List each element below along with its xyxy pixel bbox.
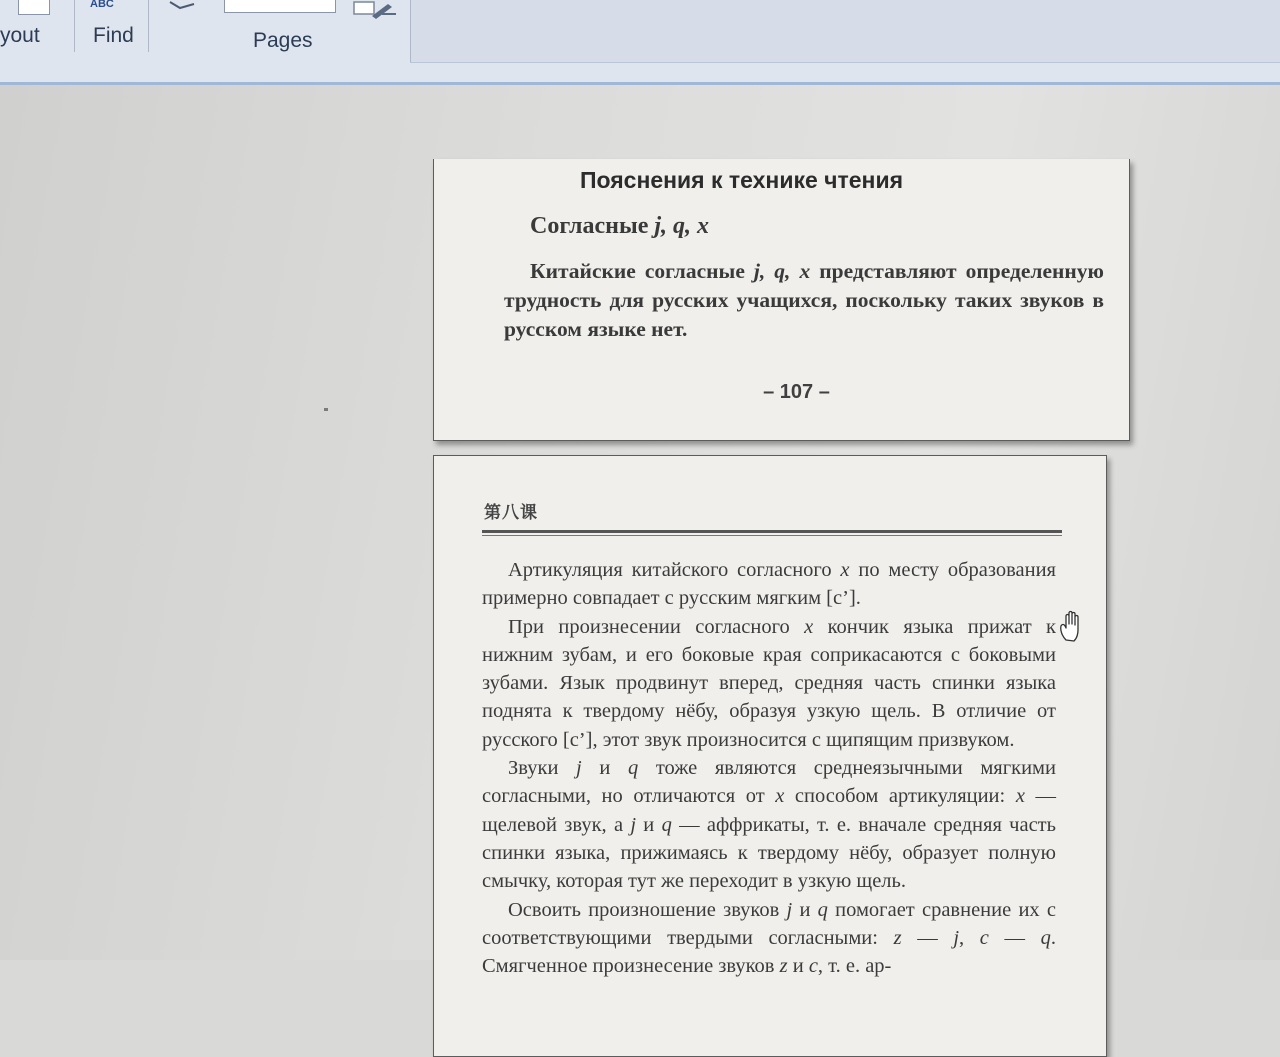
page-number: – 107 – xyxy=(763,381,830,403)
ribbon-divider xyxy=(410,0,411,62)
find-button[interactable]: Find xyxy=(93,24,134,47)
section-title: Пояснения к технике чтения xyxy=(579,167,904,193)
ribbon-divider xyxy=(148,0,149,52)
document-page-107 xyxy=(433,159,1130,441)
page2-body xyxy=(482,556,1056,980)
layout-button-label[interactable]: yout xyxy=(0,24,40,47)
pages-group-label: Pages xyxy=(253,29,313,52)
header-rule xyxy=(482,530,1062,533)
layout-icon[interactable] xyxy=(18,0,50,15)
paragraph-3: Звуки j и q тоже являются среднеязычными мягкими согласными, но отличаются от x способом артикуляции: x — щелевой звук, а j и q — аффрикаты, т. е. вначале средняя часть спинки языка, прижимаясь к твердому нёбу, образует полную смычку, которая тут же переходит в узкую щель. xyxy=(482,757,1056,893)
ribbon-divider xyxy=(74,0,75,52)
back-arrow-icon[interactable] xyxy=(168,0,198,10)
stray-mark xyxy=(324,408,328,411)
paragraph-4: Освоить произношение звуков j и q помогает сравнение их с соответствующими твердыми согласными: z — j, c — q. Смягченное произнесение звуков z и c, т. е. ар- xyxy=(482,898,1057,978)
spelling-icon[interactable]: ABC xyxy=(90,0,114,10)
ribbon-tab-strip xyxy=(410,0,1280,63)
document-workspace[interactable] xyxy=(0,85,1280,978)
hand-cursor-icon xyxy=(1058,610,1088,644)
header-rule-thin xyxy=(482,535,1062,536)
paragraph-1: Артикуляция китайского согласного x по месту образования примерно совпадает с русским мягким [с’]. xyxy=(482,559,1056,610)
subheading: Согласные j, q, x xyxy=(530,213,710,239)
document-page-108 xyxy=(433,455,1107,1057)
paragraph-2: При произнесении согласного x кончик языка прижат к нижним зубам, и его боковые края соприкасаются с боковыми зубами. Язык продвинут вперед, средняя часть спинки языка поднята к твердому нёбу, образуя узкую щель. В отличие от русского [с’], этот звук произносится с щипящим призвуком. xyxy=(482,615,1056,751)
page1-paragraph: Китайские согласные j, q, x представляют определенную трудность для русских учащихся, поскольку таких звуков в русском языке нет. xyxy=(504,259,1104,341)
page-number-input[interactable] xyxy=(224,0,336,13)
lesson-header: 第八课 xyxy=(484,503,538,523)
edit-pencil-icon[interactable] xyxy=(352,0,398,20)
ribbon-toolbar xyxy=(0,0,1280,85)
